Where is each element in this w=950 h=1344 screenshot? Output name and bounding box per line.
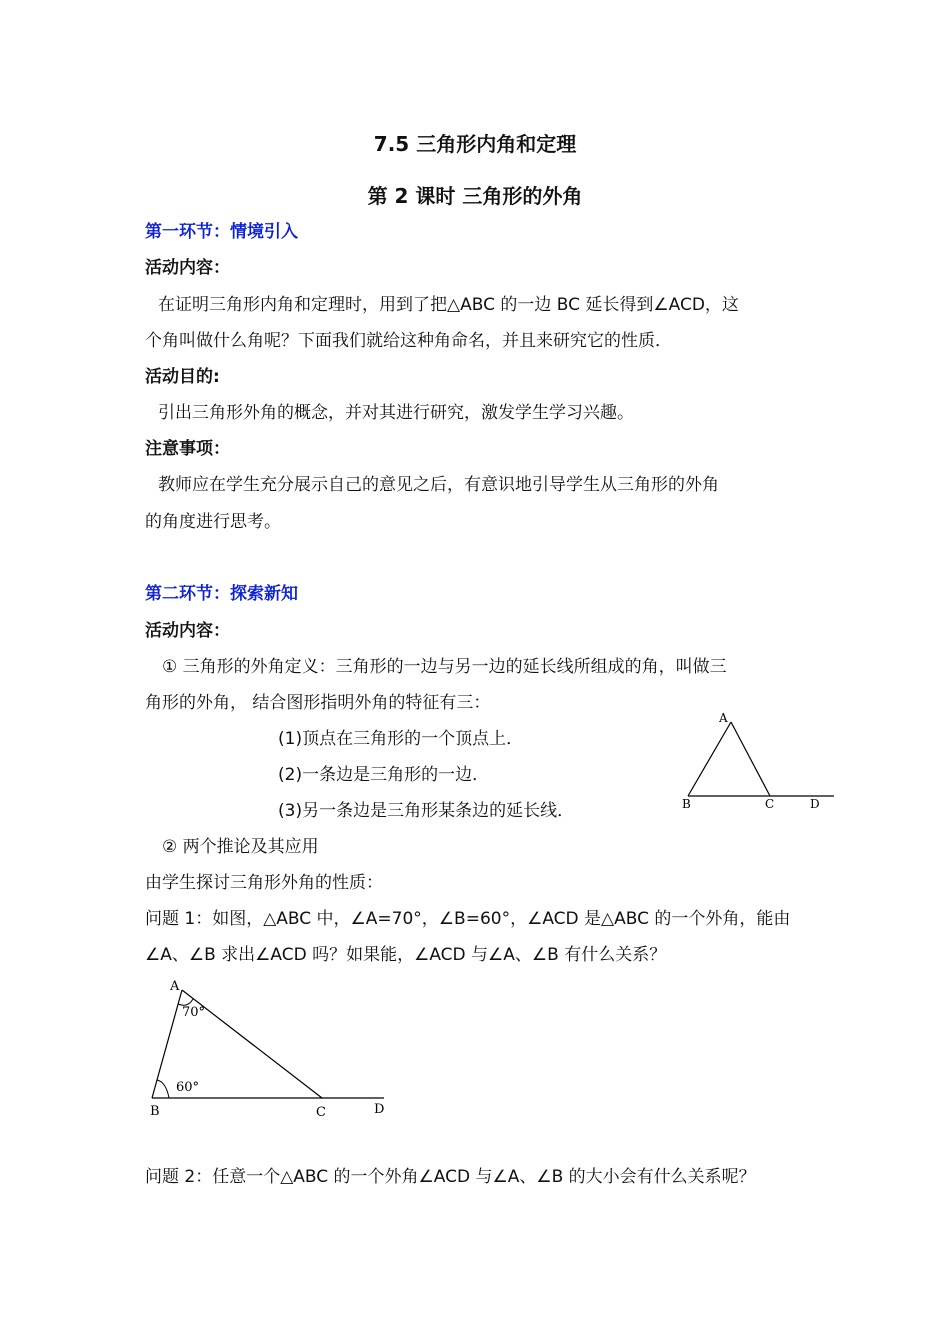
feature-item: (2)一条边是三角形的一边． [278,765,490,785]
feature-item: (3)另一条边是三角形某条边的延长线． [278,801,575,821]
question2-line: 问题 2：任意一个△ABC 的一个外角∠ACD 与∠A、∠B 的大小会有什么关系呢？ [145,1167,756,1187]
vertex-label-d: D [810,797,820,811]
exterior-angle-figure [676,708,846,816]
section1-content-line2: 个角叫做什么角呢？下面我们就给这种角命名，并且来研究它的性质． [145,331,672,351]
vertex-label-b: B [150,1104,160,1119]
section1-notes-line1: 教师应在学生充分展示自己的意见之后，有意识地引导学生从三角形的外角 [158,475,719,495]
definition-line2: 角形的外角， 结合图形指明外角的特征有三： [145,693,491,713]
feature-item: (1)顶点在三角形的一个顶点上． [278,729,524,749]
triangle-angles-figure [142,976,392,1124]
vertex-label-c: C [765,797,775,811]
vertex-label-d: D [374,1102,385,1117]
explore-line: 由学生探讨三角形外角的性质： [145,873,383,893]
vertex-label-c: C [316,1105,326,1120]
section1-content-line1: 在证明三角形内角和定理时，用到了把△ABC 的一边 BC 延长得到∠ACD，这 [158,295,739,315]
section1-content-label: 活动内容： [145,258,230,278]
corollary-line: ② 两个推论及其应用 [162,837,319,857]
section1-notes-line2: 的角度进行思考。 [145,512,281,532]
section1-heading: 第一环节：情境引入 [145,222,298,242]
section1-purpose-label: 活动目的: [145,367,220,387]
side-ac [731,722,770,796]
angle-arc-b [157,1080,169,1098]
vertex-label-a: A [719,711,728,725]
section1-notes-label: 注意事项： [145,439,230,459]
side-ab [688,722,731,796]
section2-content-label: 活动内容： [145,621,230,641]
angle-a-label: 70° [182,1005,206,1020]
section1-purpose-line: 引出三角形外角的概念，并对其进行研究，激发学生学习兴趣。 [158,403,634,423]
page-subtitle: 第 2 课时 三角形的外角 [367,184,583,208]
section2-heading: 第二环节：探索新知 [145,584,298,604]
question1-line2: ∠A、∠B 求出∠ACD 吗？如果能，∠ACD 与∠A、∠B 有什么关系？ [145,945,667,965]
angle-b-label: 60° [176,1080,200,1095]
vertex-label-a: A [170,979,180,994]
definition-line1: ① 三角形的外角定义：三角形的一边与另一边的延长线所组成的角，叫做三 [162,657,727,677]
vertex-label-b: B [682,797,691,811]
page-title: 7.5 三角形内角和定理 [373,132,577,156]
question1-line1: 问题 1：如图，△ABC 中，∠A=70°，∠B=60°，∠ACD 是△ABC 的一个外角，能由 [145,909,791,929]
